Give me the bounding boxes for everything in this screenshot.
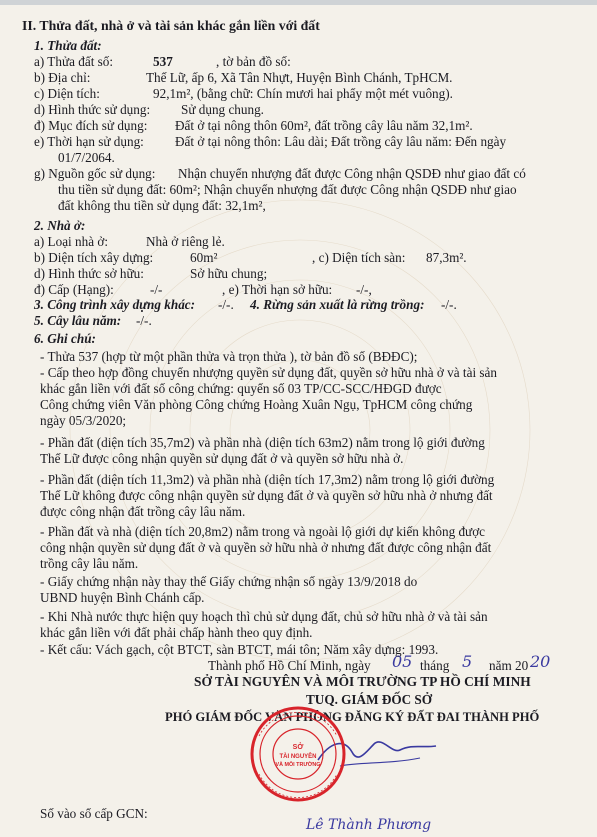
build-area-value: 60m² bbox=[190, 250, 218, 265]
svg-text:TÀI NGUYÊN: TÀI NGUYÊN bbox=[279, 754, 317, 760]
seal-text: SỞ bbox=[292, 744, 304, 751]
use-form-label: d) Hình thức sử dụng: bbox=[34, 102, 151, 117]
note-line: - Giấy chứng nhận này thay thế Giấy chứng nhận số ngày 13/9/2018 do bbox=[40, 574, 418, 589]
note-line: UBND huyện Bình Chánh cấp. bbox=[40, 590, 205, 605]
notes-heading: 6. Ghi chú: bbox=[34, 331, 96, 346]
forest-label: 4. Rừng sản xuất là rừng trồng: bbox=[250, 297, 425, 312]
level-label: đ) Cấp (Hạng): bbox=[34, 282, 114, 297]
scan-edge bbox=[0, 0, 597, 5]
house-type-label: a) Loại nhà ở: bbox=[34, 234, 108, 249]
area-value: 92,1m², (bằng chữ: Chín mươi hai phẩy một mét vuông). bbox=[153, 86, 453, 101]
map-sheet-label: , tờ bản đồ số: bbox=[216, 54, 291, 69]
house-heading: 2. Nhà ở: bbox=[34, 218, 86, 233]
purpose-label: đ) Mục đích sử dụng: bbox=[34, 118, 148, 133]
term-value-line1: Đất ở tại nông thôn: Lâu dài; Đất trồng cây lâu năm: Đến ngày bbox=[175, 134, 507, 149]
term-label: e) Thời hạn sử dụng: bbox=[34, 134, 144, 149]
date-year-label: năm 20 bbox=[489, 658, 529, 673]
origin-line2: thu tiền sử dụng đất: 60m²; Nhận chuyển nhượng đất được Công nhận QSDĐ như giao bbox=[58, 182, 517, 197]
note-line: - Cấp theo hợp đồng chuyển nhượng quyền sử dụng đất, quyền sở hữu nhà ở và tài sản bbox=[40, 365, 497, 380]
note-line: - Thửa 537 (hợp từ một phần thửa và trọn thửa ), tờ bản đồ số (BĐĐC); bbox=[40, 349, 418, 364]
own-form-label: d) Hình thức sở hữu: bbox=[34, 266, 144, 281]
origin-line1: Nhận chuyển nhượng đất được Công nhận QSDĐ như giao đất có bbox=[178, 166, 526, 181]
origin-line3: đất không thu tiền sử dụng đất: 32,1m², bbox=[58, 198, 266, 213]
note-line: - Phần đất (diện tích 11,3m2) và phần nhà (diện tích 17,3m2) nằm trong lộ giới đường bbox=[40, 472, 495, 487]
signer-name: Lê Thành Phương bbox=[306, 817, 432, 833]
date-month: 5 bbox=[462, 652, 473, 671]
official-seal bbox=[237, 702, 359, 806]
address-label: b) Địa chỉ: bbox=[34, 70, 91, 85]
note-line: trồng cây lâu năm. bbox=[40, 556, 139, 571]
svg-text:VÀ MÔI TRƯỜNG: VÀ MÔI TRƯỜNG bbox=[275, 762, 321, 768]
note-line: Thế Lữ được công nhận quyền sử dụng đất ở và quyền sở hữu nhà ở. bbox=[40, 451, 404, 466]
own-term-value: -/-, bbox=[356, 282, 372, 297]
perennial-label: 5. Cây lâu năm: bbox=[34, 313, 122, 328]
address-value: Thế Lữ, ấp 6, Xã Tân Nhựt, Huyện Bình Chánh, TpHCM. bbox=[146, 70, 453, 85]
note-line: - Khi Nhà nước thực hiện quy hoạch thì chủ sử dụng đất, chủ sở hữu nhà ở và tài sản bbox=[40, 609, 488, 624]
note-line: khác gắn liền với đất số công chứng: quyển số 03 TP/CC-SCC/HĐGD được bbox=[40, 381, 442, 396]
note-line: khác gắn liền với đất phải chấp hành theo quy định. bbox=[40, 625, 313, 640]
note-line: - Kết cấu: Vách gạch, cột BTCT, sàn BTCT, mái tôn; Năm xây dựng: 1993. bbox=[40, 642, 439, 657]
date-year-suffix: 20 bbox=[530, 652, 551, 671]
note-line: - Phần đất (diện tích 35,7m2) và phần nhà (diện tích 63m2) nằm trong lộ giới đường bbox=[40, 435, 485, 450]
level-value: -/- bbox=[150, 282, 163, 297]
forest-value: -/-. bbox=[441, 297, 457, 312]
area-label: c) Diện tích: bbox=[34, 86, 100, 101]
other-works-label: 3. Công trình xây dựng khác: bbox=[34, 297, 196, 312]
section-title: II. Thửa đất, nhà ở và tài sản khác gắn liền với đất bbox=[22, 18, 320, 33]
register-number-label: Số vào sổ cấp GCN: bbox=[40, 806, 148, 821]
origin-label: g) Nguồn gốc sử dụng: bbox=[34, 166, 156, 181]
parcel-number: 537 bbox=[153, 54, 173, 69]
other-works-value: -/-. bbox=[218, 297, 234, 312]
authority-delegation: TUQ. GIÁM ĐỐC SỞ bbox=[306, 692, 433, 707]
house-type-value: Nhà ở riêng lẻ. bbox=[146, 234, 225, 249]
use-form-value: Sử dụng chung. bbox=[181, 102, 264, 117]
own-term-label: , e) Thời hạn sở hữu: bbox=[222, 282, 333, 297]
authority-position: PHÓ GIÁM ĐỐC VĂN PHÒNG ĐĂNG KÝ ĐẤT ĐAI THÀNH PHỐ bbox=[165, 710, 540, 724]
purpose-value: Đất ở tại nông thôn 60m², đất trồng cây lâu năm 32,1m². bbox=[175, 118, 473, 133]
term-value-line2: 01/7/2064. bbox=[58, 150, 115, 165]
floor-area-value: 87,3m². bbox=[426, 250, 467, 265]
note-line: công nhận quyền sử dụng đất ở và quyền sở hữu nhà ở nhưng đất được công nhận đất bbox=[40, 540, 492, 555]
authority-name: SỞ TÀI NGUYÊN VÀ MÔI TRƯỜNG TP HỒ CHÍ MINH bbox=[194, 674, 531, 689]
note-line: Thế Lữ không được công nhận quyền sử dụng đất ở và quyền sở hữu nhà ở nhưng đất bbox=[40, 488, 493, 503]
perennial-value: -/-. bbox=[136, 313, 152, 328]
note-line: Công chứng viên Văn phòng Công chứng Hoàng Xuân Ngụ, TpHCM công chứng bbox=[40, 397, 473, 412]
date-prefix: Thành phố Hồ Chí Minh, ngày bbox=[208, 658, 371, 673]
note-line: - Phần đất và nhà (diện tích 20,8m2) nằm trong và ngoài lộ giới dự kiến không được bbox=[40, 524, 486, 539]
date-day: 05 bbox=[392, 652, 413, 671]
note-line: ngày 05/3/2020; bbox=[40, 413, 127, 428]
date-month-label: tháng bbox=[420, 658, 450, 673]
build-area-label: b) Diện tích xây dựng: bbox=[34, 250, 154, 265]
parcel-label: a) Thửa đất số: bbox=[34, 54, 114, 69]
land-heading: 1. Thửa đất: bbox=[34, 38, 102, 53]
note-line: được công nhận đất trồng cây lâu năm. bbox=[40, 504, 246, 519]
own-form-value: Sở hữu chung; bbox=[190, 266, 268, 281]
floor-area-label: , c) Diện tích sàn: bbox=[312, 250, 406, 265]
